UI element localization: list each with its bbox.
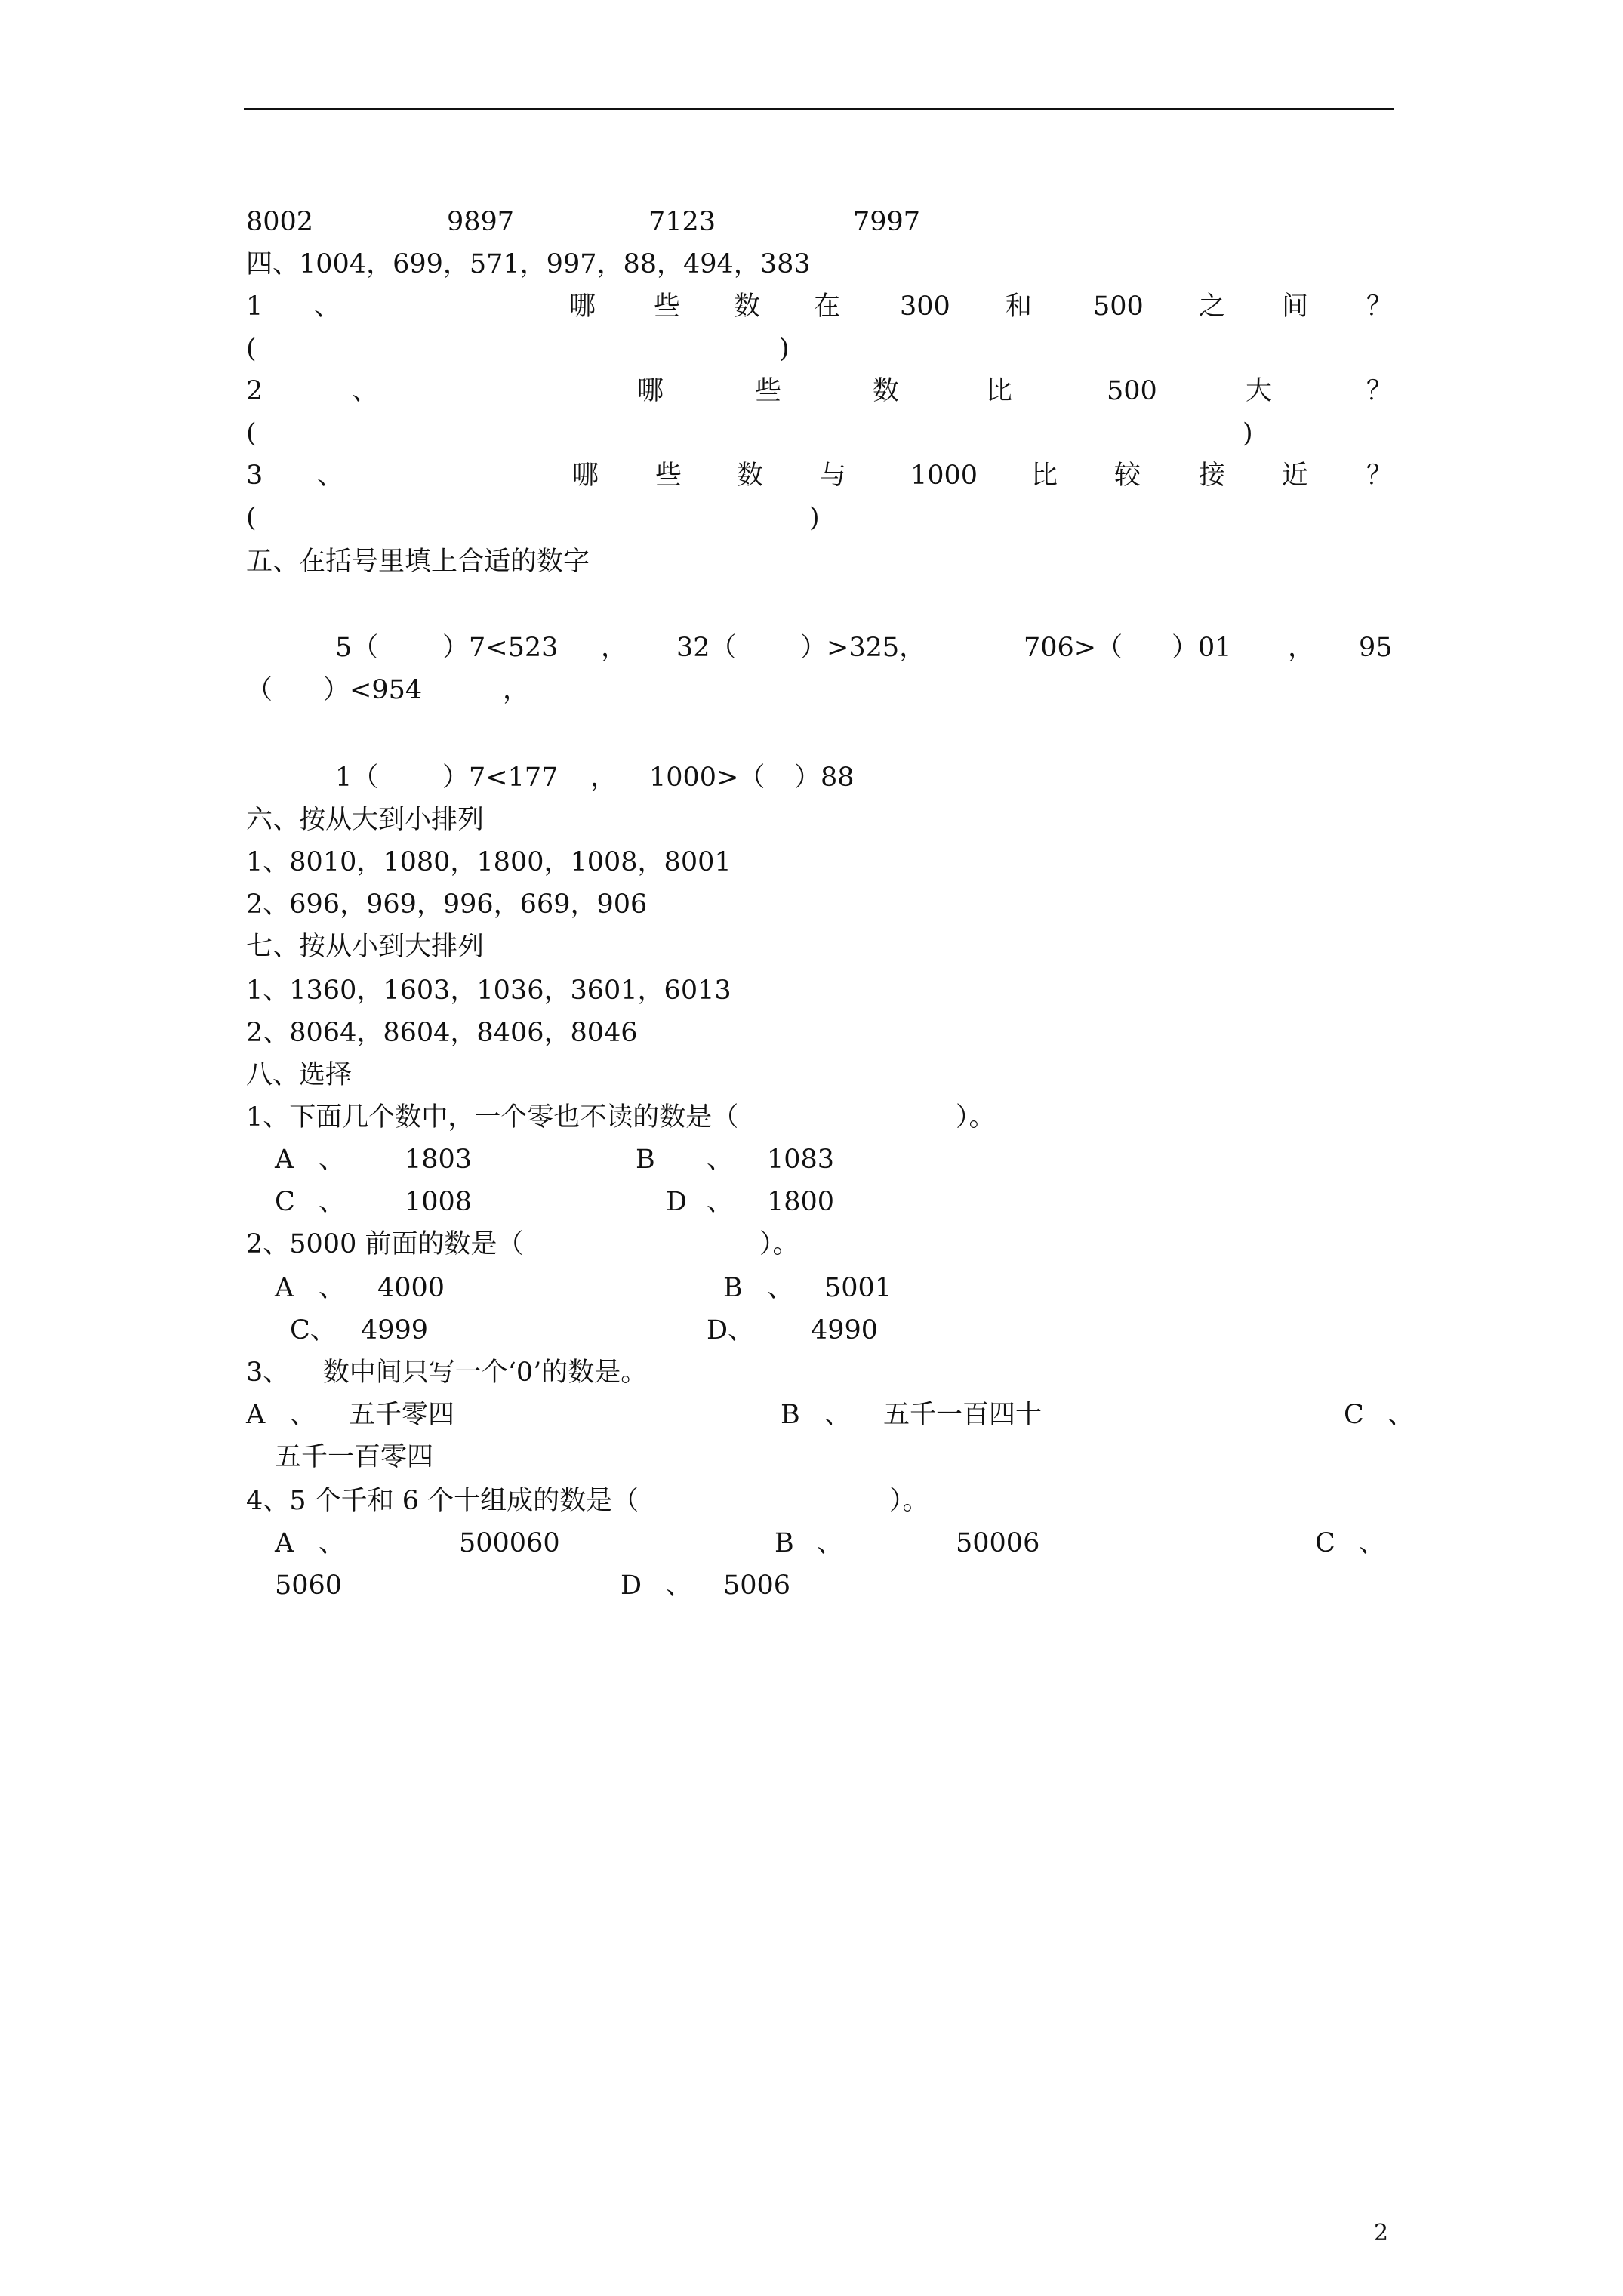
number: 8002 (246, 207, 314, 237)
section-4-heading: 四、1004，699，571，997，88，494，383 (246, 249, 811, 279)
choice-question-1: 1、下面几个数中，一个零也不读的数是（ ）。 (246, 1102, 996, 1133)
sort-line: 1、1360，1603，1036，3601，6013 (246, 975, 731, 1006)
number: 7997 (853, 207, 921, 237)
choice-options: A 、 4000 B 、 5001 (275, 1273, 892, 1303)
sort-line: 2、696，969，996，669，906 (246, 889, 648, 920)
section-6-heading: 六、按从大到小排列 (246, 805, 485, 835)
page-number: 2 (1374, 2220, 1389, 2246)
number: 7123 (648, 207, 716, 237)
answer-blank: ( ) (246, 418, 1253, 448)
choice-question-4: 4、5 个千和 6 个十组成的数是（ ）。 (246, 1486, 929, 1516)
section-4-question-3: 3 、 哪 些 数 与 1000 比 较 接 近 ？ (246, 461, 1394, 491)
choice-options: A 、 五千零四 B 、 五千一百四十 C 、 (246, 1400, 1415, 1430)
answer-blank: ( ) (246, 334, 790, 364)
section-5-heading: 五、在括号里填上合适的数字 (246, 547, 590, 577)
choice-question-3: 3、 数中间只写一个‘0’的数是。 (246, 1358, 648, 1388)
choice-options: C 、 1008 D 、 1800 (275, 1187, 835, 1217)
choice-question-2: 2、5000 前面的数是（ ）。 (246, 1229, 799, 1259)
section-8-heading: 八、选择 (246, 1060, 353, 1090)
fill-in-row: （ ）<954 ， (246, 675, 530, 705)
choice-options: A 、 500060 B 、 50006 C 、 (275, 1528, 1386, 1558)
choice-options: 五千一百零四 (275, 1442, 434, 1472)
section-4-question-2: 2 、 哪 些 数 比 500 大 ？ (246, 376, 1394, 406)
sort-line: 1、8010，1080，1800，1008，8001 (246, 847, 731, 877)
choice-options: A 、 1803 B 、 1083 (275, 1145, 835, 1175)
section-7-heading: 七、按从小到大排列 (246, 932, 485, 962)
header-rule (244, 108, 1394, 110)
top-numbers-row (246, 205, 1394, 239)
choice-options: 5060 D 、 5006 (275, 1570, 791, 1601)
number: 9897 (447, 207, 515, 237)
sort-line: 2、8064，8604，8406，8046 (246, 1018, 638, 1048)
choice-options: C、 4999 D、 4990 (290, 1315, 879, 1345)
answer-blank: ( ) (246, 503, 820, 533)
fill-in-row: 5（ ）7<523 ， 32（ ）>325， 706>（ ）01 ， 95 (335, 633, 1393, 663)
fill-in-row: 1（ ）7<177 ， 1000>（ ）88 (335, 763, 855, 793)
section-4-question-1: 1 、 哪 些 数 在 300 和 500 之 间 ？ (246, 291, 1394, 322)
